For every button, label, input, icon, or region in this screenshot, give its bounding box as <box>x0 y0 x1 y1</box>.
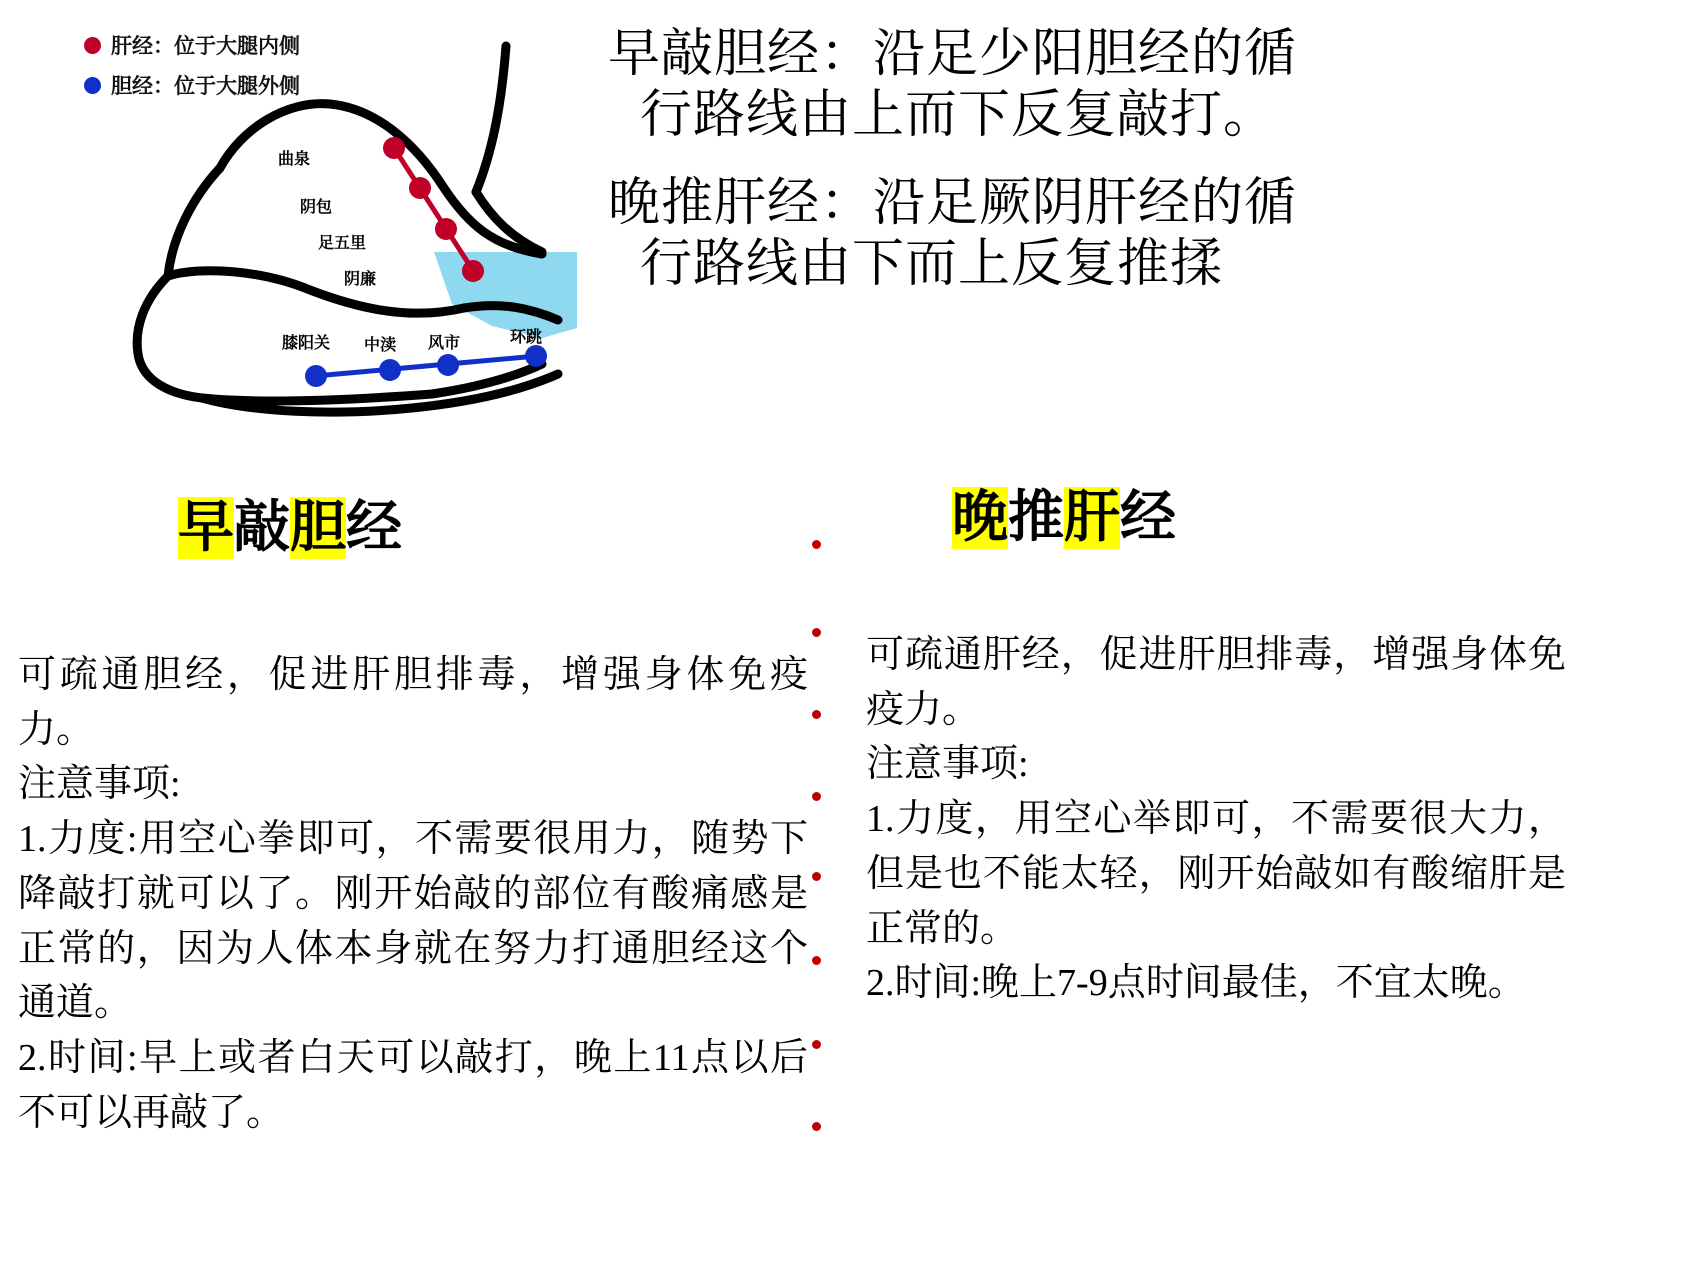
bullet-dot <box>812 792 821 801</box>
gall-meridian-line <box>315 356 537 376</box>
left-intro-text: 可疏通胆经，促进肝胆排毒，增强身体免疫力。 <box>18 654 808 751</box>
left-notice-item-1: 1.力度:用空心拳即可，不需要很用力，随势下降敲打就可以了。刚开始敲的部位有酸痛感是正常的，因为人体本身就在努力打通胆经这个通道。 <box>18 818 808 1025</box>
section-title-left-char1: 早 <box>178 497 234 559</box>
gall-point-3 <box>437 354 459 376</box>
right-intro-text: 可疏通肝经，促进肝胆排毒，增强身体免疫力。 <box>866 634 1566 731</box>
bullet-dot <box>812 956 821 965</box>
section-title-left-char3: 胆 <box>290 497 346 559</box>
bullet-dot <box>812 710 821 719</box>
liver-point-3 <box>435 218 457 240</box>
intro-paragraph-evening <box>608 173 1668 296</box>
point-label-xiyangguan: 膝阳关 <box>282 335 331 352</box>
point-label-yinlian: 阴廉 <box>344 271 377 288</box>
knee-outline <box>168 271 464 313</box>
point-label-zuwuli: 足五里 <box>318 235 367 252</box>
section-title-right <box>952 488 1176 550</box>
section-title-left-char2: 敲 <box>234 497 290 559</box>
right-notice-item-1: 1.力度，用空心举即可，不需要很大力，但是也不能太轻，刚开始敲如有酸缩肝是正常的。 <box>866 798 1566 950</box>
left-notice-label: 注意事项: <box>18 763 181 806</box>
section-title-right-char1: 晚 <box>952 487 1008 549</box>
intro-line-1: 早敲胆经：沿足少阳胆经的循 <box>608 26 1298 83</box>
bullet-divider-column <box>806 520 830 1160</box>
bullet-dot <box>812 1122 821 1131</box>
intro-line-4: 行路线由下而上反复推揉 <box>640 236 1224 294</box>
gall-point-1 <box>305 365 327 387</box>
legend-dot-gallbladder-icon <box>84 77 101 94</box>
thigh-left-outline <box>168 168 220 276</box>
bullet-dot <box>812 540 821 549</box>
intro-paragraph-morning <box>608 24 1668 147</box>
legend-item-gallbladder <box>84 70 300 100</box>
liver-point-4 <box>462 260 484 282</box>
point-label-fengshi: 风市 <box>428 335 461 352</box>
section-title-left <box>178 498 402 560</box>
point-label-huantiao: 环跳 <box>510 329 543 346</box>
point-label-ququan: 曲泉 <box>278 151 311 168</box>
water-shape <box>434 252 577 338</box>
bullet-dot <box>812 1040 821 1049</box>
right-content-column <box>866 628 1566 1011</box>
meridian-diagram <box>72 8 577 440</box>
left-content-column <box>18 648 808 1140</box>
section-title-right-char2: 推 <box>1008 487 1064 549</box>
right-notice-label: 注意事项: <box>866 743 1029 786</box>
legend-item-liver <box>84 30 300 60</box>
gall-point-4 <box>525 345 547 367</box>
section-title-left-char4: 经 <box>346 497 402 559</box>
section-title-right-char4: 经 <box>1120 487 1176 549</box>
point-label-zhongdu: 中渎 <box>364 337 397 354</box>
intro-text-block <box>608 24 1668 321</box>
gall-point-2 <box>379 359 401 381</box>
liver-point-1 <box>383 137 405 159</box>
legend-label-liver: 肝经：位于大腿内侧 <box>111 35 300 58</box>
torso-outline <box>476 46 506 192</box>
intro-line-3: 晚推肝经：沿足厥阴肝经的循 <box>608 174 1298 232</box>
left-notice-item-2: 2.时间:早上或者白天可以敲打，晚上11点以后不可以再敲了。 <box>18 1037 808 1134</box>
right-notice-item-2: 2.时间:晚上7-9点时间最佳，不宜太晚。 <box>866 962 1526 1005</box>
legend-dot-liver-icon <box>84 37 101 54</box>
intro-line-2: 行路线由上而下反复敲打。 <box>640 87 1277 145</box>
bullet-dot <box>812 872 821 881</box>
section-title-right-char3: 肝 <box>1064 487 1120 549</box>
legend-label-gallbladder: 胆经：位于大腿外侧 <box>111 75 300 98</box>
point-label-yinbao: 阴包 <box>300 199 333 216</box>
liver-point-2 <box>409 177 431 199</box>
bullet-dot <box>812 628 821 637</box>
